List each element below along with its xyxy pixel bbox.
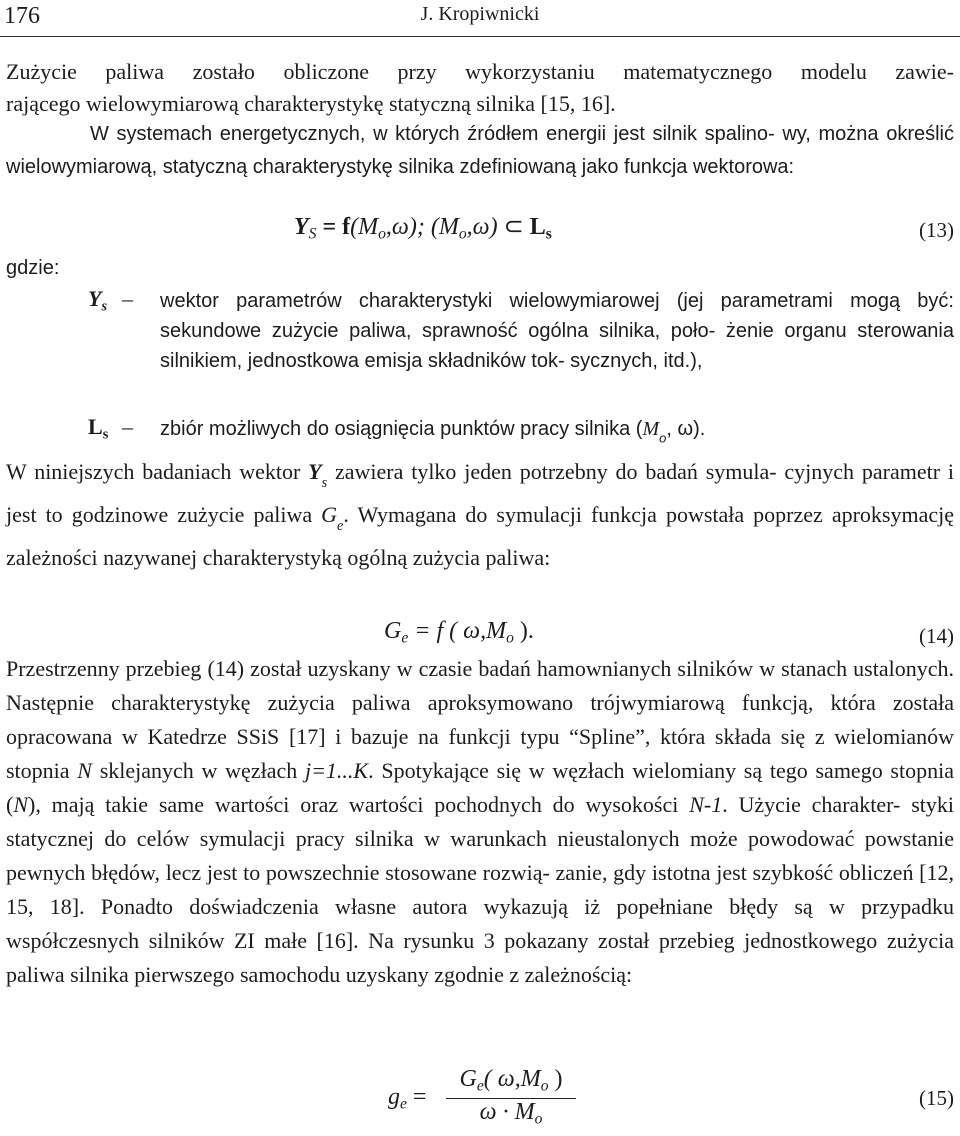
definition-ys bbox=[88, 286, 954, 406]
eq13-eq: = f bbox=[322, 214, 351, 240]
paragraph-2: W systemach energetycznych, w których źródłem energii jest silnik spalino- wy, można określić wielowymiarową, statyczną charakterystykę silnika zdefiniowaną jako funkcja wektorowa: bbox=[6, 123, 954, 178]
paragraph-1-line-1: Zużycie paliwa zostało obliczone przy wykorzystaniu matematycznego modelu zawie- bbox=[6, 59, 954, 84]
equation-15-lhs: $g_e$ = bbox=[388, 1084, 427, 1113]
eq13-arg1-sub: o bbox=[378, 225, 386, 243]
where-label: gdzie: bbox=[6, 257, 60, 279]
running-head: J. Kropiwnicki bbox=[420, 3, 540, 25]
equation-14-body: $G_e = f$ ( $\omega,M_o$ ). bbox=[384, 618, 534, 647]
equation-13-body bbox=[294, 212, 552, 244]
paragraph-1 bbox=[6, 56, 954, 120]
eq13-arg2-sub: o bbox=[458, 225, 467, 243]
eq13-lhs-sub: S bbox=[308, 225, 317, 243]
eq13-subset: ⊂ bbox=[503, 214, 524, 240]
definition-ys-text: wektor parametrów charakterystyki wielowymiarowej (jej parametrami mogą być: sekundowe zużycie paliwa, sprawność ogólna silnika, poło- żenie organu sterowania silnikiem, jednostkowa emisja składników tok- sycznych, itd.), bbox=[160, 290, 954, 372]
paragraph-3: W niniejszych badaniach wektor $Y_s$ zawiera tylko jeden potrzebny do badań symula- cyjnych parametr i jest to godzinowe zużycie paliwa $G_e$. Wymagana do symulacji funkcja powstała poprzez aproksymację zależności nazywanej charakterystyką ogólną zużycia paliwa: bbox=[6, 459, 954, 570]
equation-13-number: (13) bbox=[919, 218, 954, 242]
definition-ls-dash: – bbox=[122, 414, 133, 439]
definition-ys-dash: – bbox=[122, 286, 133, 311]
page-header bbox=[0, 0, 960, 37]
eq13-arg2-tail: ,ω) bbox=[466, 214, 498, 240]
eq13-arg1-tail: ,ω); (M bbox=[385, 214, 459, 240]
eq13-arg1: (M bbox=[350, 214, 379, 240]
definition-ys-symbol: $Y_s$ bbox=[88, 286, 108, 315]
paragraph-1-line-2: rającego wielowymiarową charakterystykę statyczną silnika [15, 16]. bbox=[6, 91, 616, 116]
equation-15 bbox=[0, 1064, 960, 1134]
equation-14-number: (14) bbox=[919, 624, 954, 648]
equation-15-denominator: $\omega \cdot M_o$ bbox=[479, 1098, 543, 1127]
equation-15-number: (15) bbox=[919, 1086, 954, 1110]
definition-ls-text: zbiór możliwych do osiągnięcia punktów pracy silnika ($M_o$, ω). bbox=[160, 418, 706, 446]
equation-15-numerator: $G_e$( $\omega,M_o$ ) bbox=[446, 1066, 576, 1099]
eq13-set: L bbox=[529, 214, 546, 240]
page-number: 176 bbox=[4, 3, 40, 29]
eq13-lhs: Y bbox=[294, 214, 309, 240]
paragraph-4: Przestrzenny przebieg (14) został uzyskany w czasie badań hamownianych silników w stanach ustalonych. Następnie charakterystykę zużycia paliwa aproksymowano trójwymiarową funkcją, która została opracowana w Katedrze SSiS [17] i bazuje na funkcji typu “Spline”, która składa się z wielomianów stopnia N sklejanych w węzłach j=1...K. Spotykające się w węzłach wielomiany są tego samego stopnia (N), mają takie same wartości oraz wartości pochodnych do wysokości N-1. Użycie charakter- styki statycznej do celów symulacji pracy silnika w warunkach nieustalonych może powodować powstanie pewnych błędów, lecz jest to powszechnie stosowane rozwią- zanie, gdy istotna jest szybkość obliczeń [12, 15, 18]. Ponadto doświadczenia własne autora wykazują iż popełniane błędy są w przypadku współczesnych silników ZI małe [16]. Na rysunku 3 pokazany został przebieg jednostkowego zużycia paliwa silnika pierwszego samochodu uzyskany zgodnie z zależnością: bbox=[6, 656, 954, 987]
definition-ls bbox=[88, 414, 954, 446]
eq13-set-sub: s bbox=[545, 225, 552, 243]
equation-15-fraction bbox=[446, 1066, 576, 1128]
equation-13 bbox=[0, 212, 960, 252]
definition-ls-symbol: $L_s$ bbox=[88, 414, 109, 443]
